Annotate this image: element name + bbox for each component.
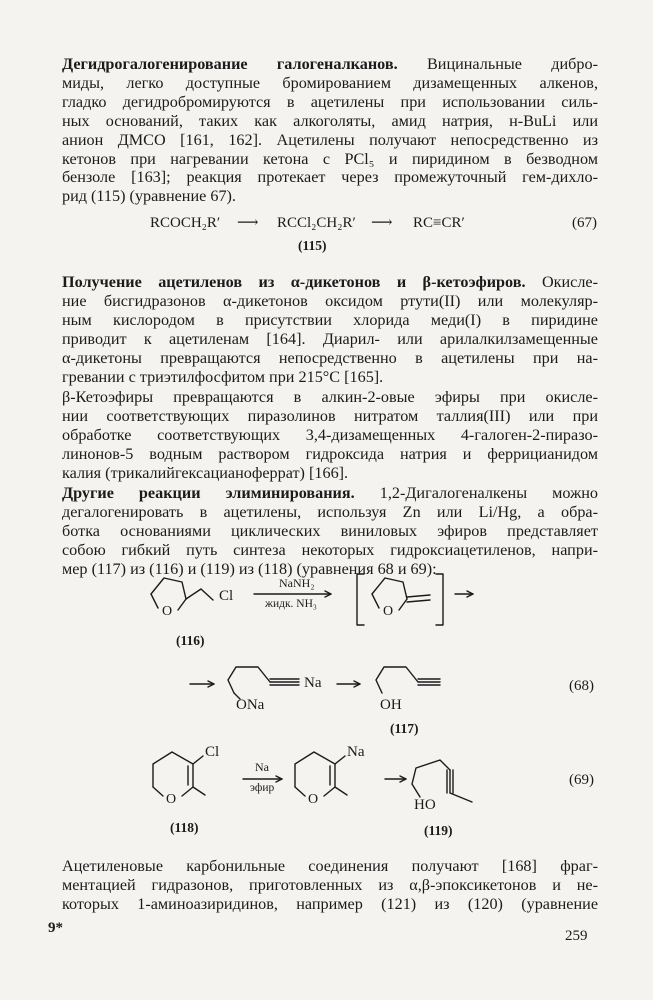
atom-o-116: O: [162, 604, 173, 619]
section-title-dehydrohalogenation: Дегидрогалогенирование галогеналканов.: [62, 55, 398, 73]
atom-na-69: Na: [347, 744, 365, 760]
group-ho: HO: [414, 797, 436, 813]
structure-117: [376, 667, 440, 693]
atom-na-acetylide: Na: [304, 675, 322, 691]
eq67-product: RC≡CR′: [413, 215, 465, 231]
equation-number-67: (67): [572, 215, 597, 231]
compound-label-115: (115): [298, 238, 327, 253]
eq67-arrow-1: ⟶: [237, 215, 259, 231]
equation-number-68: (68): [569, 678, 594, 694]
paragraph-diketones: Получение ацетиленов из α-дикетонов и β-кетоэфиров. Окисле- ние бисгидразонов α-дикетонов оксидом ртути(II) или молекуляр- ным кислородом в присутствии хлорида меди(I) в пиридине приводит к ацетиленам [164]. Диарил- или арилалкилзамещенные α-дикетоны превращаются непосредственно в ацетилены при на- гревании с триэтилфосфитом при 215°С [165].: [62, 273, 598, 386]
eq67-reactant: RCOCH₂R′: [150, 215, 221, 231]
bracket-right: [436, 574, 443, 625]
signature-mark: 9*: [48, 920, 63, 936]
structure-intermediate-68: [372, 578, 430, 610]
paragraph-ketoesters: β-Кетоэфиры превращаются в алкин-2-овые эфиры при окисле- нии соответствующих пиразолинов нитратом таллия(III) или при обработке соответствующих 3,4-дизамещенных 4-галоген-2-пиразо- линонов-5 водным раствором гидроксида натрия и феррицианидом калия (трикалийгексацианоферрат) [166].: [62, 388, 598, 482]
equation-number-69: (69): [569, 772, 594, 788]
compound-label-119: (119): [424, 823, 453, 838]
bracket-left: [357, 574, 364, 625]
compound-label-116: (116): [176, 633, 205, 648]
atom-cl-118: Cl: [205, 744, 220, 760]
atom-o-intermediate-69: O: [308, 792, 319, 807]
reagent-liquid-nh3: жидк. NH₃: [265, 598, 317, 610]
eq67-arrow-2: ⟶: [371, 215, 393, 231]
structure-118: [153, 752, 205, 796]
group-ona: ONa: [236, 697, 265, 713]
compound-label-118: (118): [170, 820, 199, 835]
structure-alkoxide-acetylide: [228, 667, 299, 699]
compound-label-117: (117): [390, 721, 419, 736]
structure-intermediate-69: [295, 752, 347, 796]
section-title-diketones: Получение ацетиленов из α-дикетонов и β-кетоэфиров.: [62, 273, 526, 291]
section-title-eliminations: Другие реакции элиминирования.: [62, 484, 355, 502]
atom-o-intermediate: O: [383, 604, 394, 619]
structure-119: [412, 760, 472, 802]
page-number: 259: [565, 928, 588, 944]
reagent-ether: эфир: [250, 782, 275, 794]
group-oh: OH: [380, 697, 402, 713]
atom-o-118: O: [166, 792, 177, 807]
atom-cl-116: Cl: [219, 588, 234, 604]
eq67-intermediate: RCCl₂CH₂R′: [277, 215, 356, 231]
reagent-nanh2: NaNH₂: [279, 576, 315, 590]
structure-116: [151, 578, 213, 610]
paragraph-eliminations: Другие реакции элиминирования. 1,2-Дигалогеналкены можно дегалогенировать в ацетилены, используя Zn или Li/Hg, а обра- ботка основаниями циклических виниловых эфиров представляет собою гибкий путь синтеза некоторых гидроксиацетиленов, напри- мер (117) из (116) и (119) из (118) (уравнения 68 и 69):: [62, 484, 599, 578]
paragraph-dehydrohalogenation: Дегидрогалогенирование галогеналканов. Вицинальные дибро- миды, легко доступные бромированием дизамещенных алкенов, гладко дегидробромируются в ацетилены при использовании силь- ных оснований, таких как алкоголяты, амид натрия, н-BuLi или анион ДМСО [161, 162]. Ацетилены получают непосредственно из кетонов при нагревании кетона с PCl₅ и пиридином в безводном бензоле [163]; реакция протекает через промежуточный гем-дихло- рид (115) (уравнение 67).: [62, 55, 598, 206]
reagent-na: Na: [255, 760, 269, 774]
paragraph-acetylenic-carbonyls: Ацетиленовые карбонильные соединения получают [168] фраг- ментацией гидразонов, приготовленных из α,β-эпоксикетонов и не- которых 1-аминоазиридинов, например (121) из (120) (уравнение: [62, 857, 598, 913]
